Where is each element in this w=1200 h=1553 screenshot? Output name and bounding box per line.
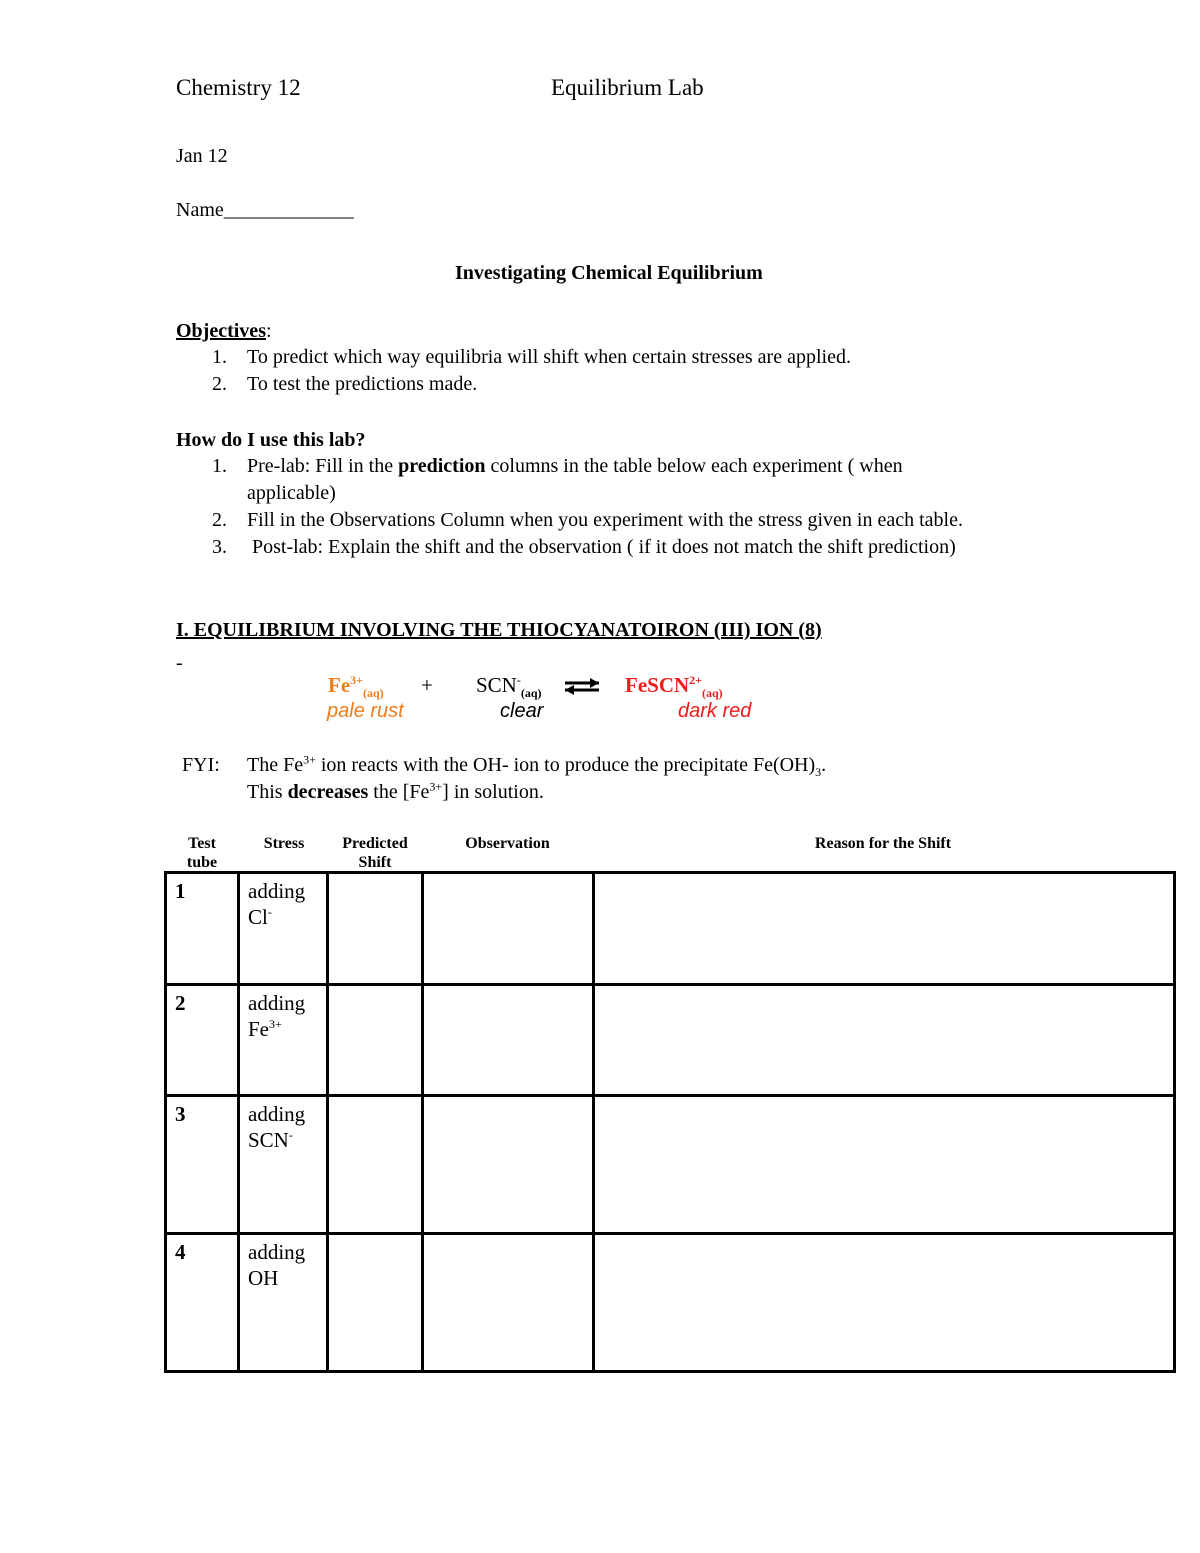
fyi-line-1: The $Fe^{3+}$ ion reacts with the OH- ion to produce the precipitate $Fe(OH)_3$.: [247, 752, 827, 779]
howto-list: [212, 453, 963, 561]
color-clear: clear: [500, 700, 544, 722]
section-title: Investigating Chemical Equilibrium: [455, 262, 763, 284]
tube-number: 2: [166, 985, 239, 1096]
lab-title: Equilibrium Lab: [551, 75, 704, 100]
list-item: 1. Pre-lab: Fill in the prediction columns in the table below each experiment ( when: [212, 455, 903, 477]
dash: -: [176, 652, 183, 674]
list-item-continued: applicable): [247, 482, 336, 504]
predicted-shift-cell[interactable]: [328, 1234, 423, 1372]
stress-cell: adding $Fe^{3+}$: [239, 985, 328, 1096]
fyi-line-2: This decreases the $[Fe^{3+}]$ in solution.: [247, 779, 544, 803]
color-pale-rust: pale rust: [327, 700, 404, 722]
stress-cell: adding SCN-: [239, 1096, 328, 1234]
equilibrium-arrow-icon: [562, 678, 602, 696]
tube-number: 4: [166, 1234, 239, 1372]
observation-cell[interactable]: [423, 1234, 594, 1372]
observation-cell[interactable]: [423, 873, 594, 985]
observation-cell[interactable]: [423, 985, 594, 1096]
col-header-reason: Reason for the Shift: [814, 835, 952, 852]
reason-cell[interactable]: [594, 1096, 1175, 1234]
reactant-scn: $SCN^-_{(aq)}$: [476, 673, 542, 701]
tube-number: 3: [166, 1096, 239, 1234]
stress-cell: adding OH: [239, 1234, 328, 1372]
stress-cell: adding Cl-: [239, 873, 328, 985]
results-table: [164, 871, 1176, 1373]
col-header-observation: Observation: [465, 835, 550, 852]
list-item: 1. To predict which way equilibria will shift when certain stresses are applied.: [212, 346, 851, 368]
part1-heading: I. EQUILIBRIUM INVOLVING THE THIOCYANATOIRON (III) ION (8): [176, 619, 822, 641]
table-row: [166, 985, 1175, 1096]
list-item: 2. To test the predictions made.: [212, 373, 478, 395]
table-row: [166, 873, 1175, 985]
table-row: [166, 1234, 1175, 1372]
reactant-fe3: $Fe^{3+}_{(aq)}$: [328, 673, 384, 701]
col-header-stress: Stress: [263, 835, 305, 852]
name-blank: _____________: [223, 199, 354, 221]
fyi-label: FYI:: [182, 754, 220, 776]
predicted-shift-cell[interactable]: [328, 873, 423, 985]
col-header-test-tube: Test tube: [186, 835, 218, 871]
reason-cell[interactable]: [594, 985, 1175, 1096]
predicted-shift-cell[interactable]: [328, 985, 423, 1096]
observation-cell[interactable]: [423, 1096, 594, 1234]
howto-heading: How do I use this lab?: [176, 429, 366, 451]
table-row: [166, 1096, 1175, 1234]
color-dark-red: dark red: [678, 700, 752, 722]
name-line: [176, 199, 354, 222]
objectives-heading: Objectives:: [176, 320, 272, 342]
reason-cell[interactable]: [594, 873, 1175, 985]
name-label: Name: [176, 199, 224, 221]
col-header-predicted-shift: Predicted Shift: [342, 835, 408, 871]
course-title: Chemistry 12: [176, 75, 301, 100]
list-item: 2. Fill in the Observations Column when you experiment with the stress given in each table.: [212, 509, 963, 531]
plus-sign: +: [421, 673, 433, 697]
objectives-list: [212, 344, 851, 398]
product-fescn: FeSCN$^{2+}_{(aq)}$: [625, 673, 723, 701]
predicted-shift-cell[interactable]: [328, 1096, 423, 1234]
reason-cell[interactable]: [594, 1234, 1175, 1372]
tube-number: 1: [166, 873, 239, 985]
date: Jan 12: [176, 145, 228, 167]
list-item: 3. Post-lab: Explain the shift and the observation ( if it does not match the shift prediction): [212, 536, 956, 558]
